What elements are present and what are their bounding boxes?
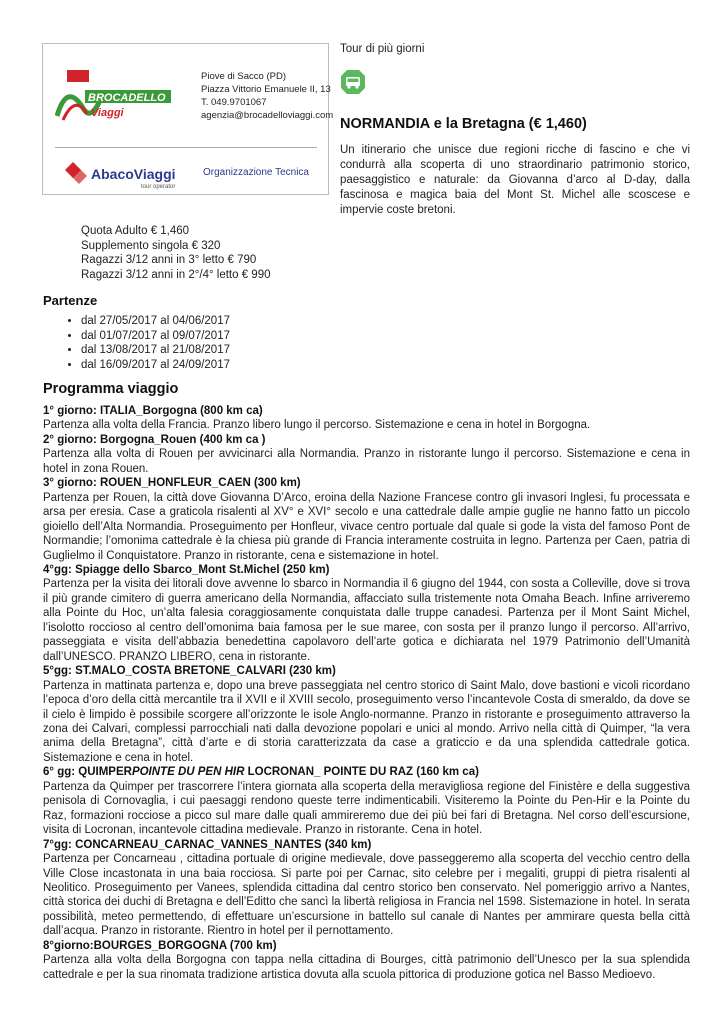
svg-text:BROCADELLO: BROCADELLO xyxy=(88,92,166,104)
departures-heading: Partenze xyxy=(43,293,98,308)
day-2-title: 2° giorno: Borgogna_Rouen (400 km ca ) xyxy=(43,433,266,446)
day-7-title: 7°gg: CONCARNEAU_CARNAC_VANNES_NANTES (340 km) xyxy=(43,838,372,851)
departure-item: • dal 27/05/2017 al 04/06/2017 xyxy=(81,314,230,329)
agency-city: Piove di Sacco (PD) xyxy=(201,71,287,82)
day-4-text: Partenza per la visita dei litorali dove avvenne lo sbarco in Normandia il 6 giugno del 1944, con sosta a Colleville, dove si trova il più grande cimitero di guerra americano della Normandia, affacciato sulla tristemente nota Omaha Beach. Infine arriveremo alla Pointe du Hoc, un’alta falesia coraggiosamente conquistata dalle truppe canadesi. Partenza per il Mont Saint Michel, l’isolotto roccioso al centro dell’omonima baia famosa per le sue maree, con sosta per il pranzo lungo il percorso. All’arrivo, passeggiata e visita dell’abbazia benedettina capolavoro dell’arte gotica e dichiarata nel 1979 Patrimonio dell’Umanità dall’UNESCO. PRANZO LIBERO, cena in ristorante. xyxy=(43,578,690,663)
price-single-supplement: Supplemento singola € 320 xyxy=(81,239,221,252)
agency-phone: T. 049.9701067 xyxy=(201,97,267,108)
price-child-third-bed: Ragazzi 3/12 anni in 3° letto € 790 xyxy=(81,254,257,266)
day-1-text: Partenza alla volta della Francia. Pranzo libero lungo il percorso. Sistemazione e cena in hotel in Borgogna. xyxy=(43,419,591,432)
program-body xyxy=(43,404,690,982)
day-6-title-c: LOCRONAN_ POINTE DU RAZ (160 km ca) xyxy=(244,766,479,779)
agency-email: agenzia@brocadelloviaggi.com xyxy=(201,110,334,121)
tour-type: Tour di più giorni xyxy=(340,43,425,55)
day-6-title xyxy=(43,765,690,779)
day-6-title-a: 6° gg: QUIMPER xyxy=(43,766,132,779)
day-8-text: Partenza alla volta della Borgogna con tappa nella cittadina di Bourges, città patrimonio dell’Unesco per la sua splendida cattedrale e per la sua rinomata tradizione artistica dovuta alla scuola pittorica di produzione gotica nel Basso Medioevo. xyxy=(43,954,690,981)
logo-divider xyxy=(55,147,317,148)
svg-text:AbacoViaggi: AbacoViaggi xyxy=(91,166,176,182)
price-list xyxy=(81,224,271,282)
day-8-title: 8°giorno:BOURGES_BORGOGNA (700 km) xyxy=(43,939,277,952)
svg-text:tour operator: tour operator xyxy=(141,184,176,190)
day-3-text: Partenza per Rouen, la città dove Giovanna D’Arco, eroina della Nazione Francese contro gli invasori Inglesi, fu processata e arsa per eresia. Case a graticola risalenti al XV° e XVI° secolo e una cattedrale dalle ampie guglie ne hanno fatto un piccolo gioiello dell’Alta Normandia. Proseguimento per Honfleur, vivace centro portuale dal quale si gode la vista del famoso Pont de Normandie; l’omonima cattedrale è la chiesa più grande di Francia interamente costruita in legno. Partenza per Caen, patria di Guglielmo il Conquistatore. Pranzo in ristorante, cena e sistemazione in hotel. xyxy=(43,491,690,562)
tour-title: NORMANDIA e la Bretagna (€ 1,460) xyxy=(340,116,587,132)
day-1-title: 1° giorno: ITALIA_Borgogna (800 km ca) xyxy=(43,405,263,417)
organization-label: Organizzazione Tecnica xyxy=(203,167,309,178)
day-5-text: Partenza in mattinata partenza e, dopo una breve passeggiata nel centro storico di Saint Malo, dove bastioni e vicoli ricordano l’epoca d’oro della città mercantile tra il XVII e il XVIII secolo, proseguimento verso l’incantevole Costa di smeraldo, da dove se il cielo è limpido è possibile scorgere all’orizzonte le isole Anglo-normanne. Pranzo in ristorante e proseguimento attraverso la zona dei Calvari, complessi parrocchiali nati dalla devozione popolari e unici al mondo. Arrivo nella città di Quimper, “la vera anima della Bretagna”, città d’arte e di storia caratterizzata da case a graticcio e da una splendida cattedrale gotica. Sistemazione e cena in hotel. xyxy=(43,679,690,764)
departure-item: • dal 01/07/2017 al 09/07/2017 xyxy=(81,329,230,344)
agency-street: Piazza Vittorio Emanuele II, 13 xyxy=(201,84,331,95)
day-6-text: Partenza da Quimper per trascorrere l’intera giornata alla scoperta della meravigliosa regione del Finistère e della suggestiva penisola di Cornovaglia, i cui paesaggi rendono queste terre indimenticabili. Visiteremo la Pointe du Pen-Hir e la Pointe du Raz, formazioni rocciose a picco sul mare dalle quali ammireremo due dei più bei fari di Bretagna. Nel corso dell’escursione, visita di Locronan, incantevole cittadina medievale. Pranzo in ristorante. Cena in hotel. xyxy=(43,780,690,837)
price-adult: Quota Adulto € 1,460 xyxy=(81,225,190,237)
price-child-second-fourth-bed: Ragazzi 3/12 anni in 2°/4° letto € 990 xyxy=(81,268,271,281)
departure-item: • dal 13/08/2017 al 21/08/2017 xyxy=(81,343,230,358)
bus-icon xyxy=(340,69,366,95)
tour-header xyxy=(340,43,690,218)
brocadello-logo xyxy=(55,68,205,138)
day-7-text: Partenza per Concarneau , cittadina portuale di origine medievale, dove passeggeremo alla scoperta del vecchio centro della Ville Close incastonata in una baia rocciosa. Si parte poi per Carnac, sito celebre per i megaliti, gruppi di pietra risalenti al Neolitico. Proseguimento per Vanees, splendida cittadina dal centro storico ben conservato. Nel pomeriggio arrivo a Nantes, città storica dei duchi di Bretagna e dell’Editto che sancì la libertà religiosa in Francia nel 1598. Sistemazione in hotel. In serata possibilità, meteo permettendo, di effettuare un’escursione in battello sul canale di Nantes per ammirare questa bella città dall’acqua. Pranzo in ristorante. Rientro in hotel per il pernottamento. xyxy=(43,853,690,938)
day-4-title: 4°gg: Spiagge dello Sbarco_Mont St.Michel (250 km) xyxy=(43,563,330,576)
svg-text:Viaggi: Viaggi xyxy=(91,107,124,119)
departure-item: • dal 16/09/2017 al 24/09/2017 xyxy=(81,358,230,373)
tour-intro: Un itinerario che unisce due regioni ricche di fascino e che vi condurrà alla scoperta di uno straordinario patrimonio storico, paesaggistico e naturale: da Giovanna d’arco al D-day, dalla fascinosa e magica baia del Mont St. Michel alle scoscese e impervie coste bretoni. xyxy=(340,144,690,216)
day-6-title-b: POINTE DU PEN HIR xyxy=(131,766,245,779)
day-3-title: 3° giorno: ROUEN_HONFLEUR_CAEN (300 km) xyxy=(43,477,301,490)
agency-address xyxy=(201,70,333,122)
program-heading: Programma viaggio xyxy=(43,381,179,397)
abacoviaggi-logo xyxy=(61,158,201,190)
agency-logo-box xyxy=(42,43,334,195)
day-5-title: 5°gg: ST.MALO_COSTA BRETONE_CALVARI (230 km) xyxy=(43,665,336,678)
departures-list xyxy=(63,314,230,372)
day-2-text: Partenza alla volta di Rouen per avvicinarci alla Normandia. Pranzo in ristorante lungo il percorso. Sistemazione e cena in hotel in zona Rouen. xyxy=(43,448,690,475)
